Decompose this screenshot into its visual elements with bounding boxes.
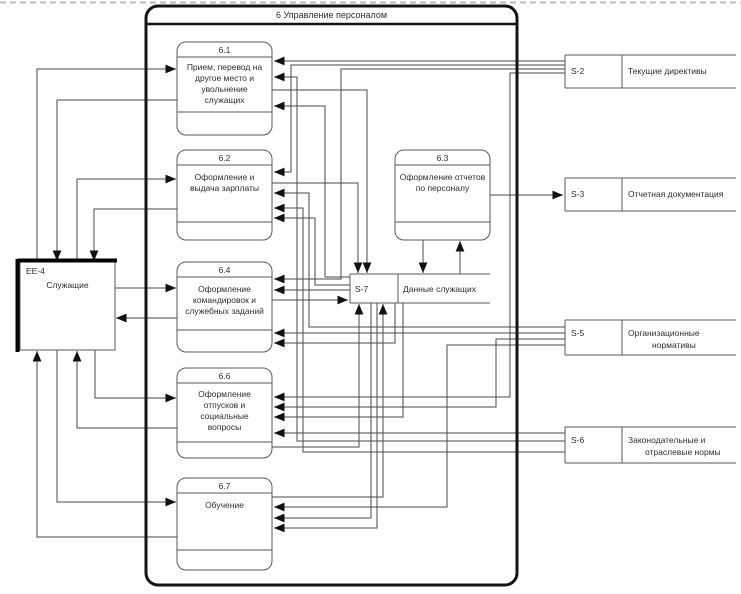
store-id: S-3 [571, 189, 585, 199]
store-name: Отчетная документация [628, 189, 724, 199]
data-store-s5[interactable] [565, 320, 736, 355]
flow-s6-to-6-2 [274, 208, 565, 452]
process-label-line: выдача зарплаты [189, 183, 260, 193]
store-id: S-7 [355, 284, 369, 294]
external-entity-ee4[interactable] [18, 259, 118, 352]
process-label-line: увольнение [201, 84, 248, 94]
process-label-line: Оформление [198, 284, 251, 294]
process-number: 6.2 [218, 153, 231, 163]
process-label-line: Прием, перевод на [186, 62, 263, 72]
store-id: S-6 [571, 435, 585, 445]
process-label-line: социальные [200, 411, 249, 421]
process-box-6-6[interactable] [177, 368, 272, 458]
process-label-line: служащих [204, 95, 245, 105]
process-label-line: другое место и [194, 73, 255, 83]
flow-6-7-to-ee4 [37, 351, 177, 537]
entity-id: EE-4 [26, 266, 45, 276]
process-number: 6.7 [218, 481, 231, 491]
process-box-6-2[interactable] [177, 150, 272, 240]
process-number: 6.3 [436, 153, 449, 163]
process-label-line: Оформление отчетов [399, 172, 486, 182]
data-store-s3[interactable] [565, 178, 736, 211]
process-label-line: командировок и [193, 295, 256, 305]
process-label-line: вопросы [207, 422, 242, 432]
store-id: S-2 [571, 66, 585, 76]
process-box-6-1[interactable] [177, 42, 272, 135]
process-label-line: служебных заданий [185, 306, 264, 316]
flow-6-1-to-s7 [272, 90, 367, 273]
flow-s7-to-6-1 [274, 106, 350, 277]
process-label-line: Обучение [205, 500, 244, 510]
process-label-line: Оформление и [194, 172, 255, 182]
store-name: Данные служащих [403, 284, 477, 294]
store-name-line: отраслевые нормы [645, 447, 721, 457]
flow-s6-to-6-1 [274, 77, 565, 441]
flow-ee4-to-6-1 [37, 69, 176, 262]
process-box-6-4[interactable] [177, 262, 272, 352]
flow-s7-to-6-7-lower [274, 303, 377, 528]
flow-s7-to-6-6 [274, 303, 403, 417]
store-name-line: Организационные [628, 328, 700, 338]
process-label-line: по персоналу [415, 183, 470, 193]
data-store-s7[interactable] [350, 274, 490, 303]
store-name: Текущие директивы [628, 66, 707, 76]
process-label-line: отпусков и [203, 400, 246, 410]
process-box-6-7[interactable] [177, 478, 272, 570]
process-number: 6.1 [218, 45, 231, 55]
process-number: 6.4 [218, 265, 231, 275]
process-number: 6.6 [218, 371, 231, 381]
flow-s5-to-6-7 [274, 345, 565, 507]
process-box-6-3[interactable] [395, 150, 490, 240]
flow-s7-to-6-2 [274, 218, 350, 285]
flow-6-6-to-ee4 [77, 351, 177, 428]
flow-ee4-to-6-2 [77, 179, 176, 262]
flow-6-6-to-s7 [272, 304, 359, 447]
diagram-title: 6 Управление персоналом [275, 10, 388, 20]
data-store-s6[interactable] [565, 427, 736, 463]
flow-6-1-to-ee4 [57, 100, 177, 261]
flow-s7-to-6-7 [274, 303, 371, 518]
flow-ee4-to-6-6 [95, 350, 176, 398]
data-store-s2[interactable] [565, 55, 736, 88]
flow-ee4-to-6-7 [57, 350, 176, 502]
store-id: S-5 [571, 328, 585, 338]
store-name-line: Законодательные и [628, 435, 706, 445]
entity-name: Служащие [46, 280, 89, 290]
store-name-line: нормативы [652, 340, 696, 350]
process-label-line: Оформление [198, 389, 251, 399]
flow-6-2-to-ee4 [94, 209, 177, 261]
